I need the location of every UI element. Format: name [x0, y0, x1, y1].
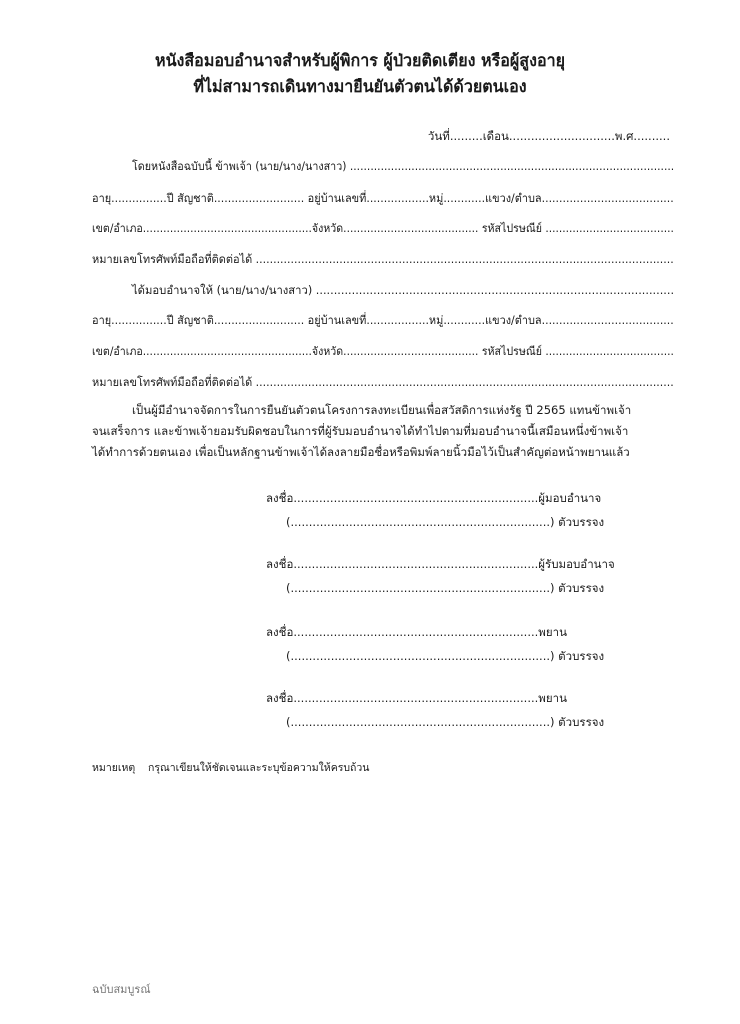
- grantee-age-line: อายุ................ปี สัญชาติ.......................... อยู่บ้านเลขที่..................หมู่............แขวง/ตำบล......................................: [92, 313, 674, 327]
- paragraph-line-3: ได้ทำการด้วยตนเอง เพื่อเป็นหลักฐานข้าพเจ้าได้ลงลายมือชื่อหรือพิมพ์ลายนิ้วมือไว้เป็นสำคัญต่อหน้าพยานแล้ว: [92, 445, 630, 459]
- signature-grantor-name: (.......................................................................) ตัวบรรจง: [286, 515, 605, 529]
- authorization-paragraph: [92, 400, 672, 463]
- grantor-intro-line: โดยหนังสือฉบับนี้ ข้าพเจ้า (นาย/นาง/นางสาว) ...............................................................................................: [132, 159, 675, 173]
- note-text: กรุณาเขียนให้ชัดเจนและระบุข้อความให้ครบถ้วน: [148, 762, 370, 774]
- grantor-phone-line: หมายเลขโทรศัพท์มือถือที่ติดต่อได้ ........................................................................................................................: [92, 252, 674, 266]
- date-line: วันที่.........เดือน.............................พ.ศ..........: [427, 129, 670, 143]
- signature-grantor-line: ลงชื่อ...................................................................ผู้มอบอำนาจ: [266, 491, 602, 505]
- grantee-phone-line: หมายเลขโทรศัพท์มือถือที่ติดต่อได้ ........................................................................................................................: [92, 375, 674, 389]
- paragraph-line-2: จนเสร็จการ และข้าพเจ้ายอมรับผิดชอบในการที่ผู้รับมอบอำนาจได้ทำไปตามที่มอบอำนาจนี้เสมือนหนึ่งข้าพเจ้า: [92, 424, 629, 438]
- grantor-district-line: เขต/อำเภอ..................................................จังหวัด........................................ รหัสไปรษณีย์ ......................................: [92, 221, 674, 235]
- signature-witness2-name: (.......................................................................) ตัวบรรจง: [286, 715, 605, 729]
- paragraph-line-1: เป็นผู้มีอำนาจจัดการในการยืนยันตัวตนโครงการลงทะเบียนเพื่อสวัสดิการแห่งรัฐ ปี 2565 แทนข้าพเจ้า: [132, 403, 632, 417]
- signature-grantee-line: ลงชื่อ...................................................................ผู้รับมอบอำนาจ: [266, 557, 615, 571]
- signature-witness1-name: (.......................................................................) ตัวบรรจง: [286, 649, 605, 663]
- footer-label: ฉบับสมบูรณ์: [92, 983, 151, 996]
- grantee-district-line: เขต/อำเภอ..................................................จังหวัด........................................ รหัสไปรษณีย์ ......................................: [92, 344, 674, 358]
- signature-grantee-name: (.......................................................................) ตัวบรรจง: [286, 581, 605, 595]
- grantee-intro-line: ได้มอบอำนาจให้ (นาย/นาง/นางสาว) ....................................................................................................: [132, 283, 675, 297]
- signature-witness2-line: ลงชื่อ...................................................................พยาน: [266, 691, 567, 705]
- note-label: หมายเหตุ: [92, 762, 136, 774]
- document-title-line2: ที่ไม่สามารถเดินทางมายืนยันตัวตนได้ด้วยตนเอง: [193, 77, 527, 96]
- document-title-line1: หนังสือมอบอำนาจสำหรับผู้พิการ ผู้ป่วยติดเตียง หรือผู้สูงอายุ: [154, 51, 566, 70]
- grantor-age-line: อายุ................ปี สัญชาติ.......................... อยู่บ้านเลขที่..................หมู่............แขวง/ตำบล......................................: [92, 191, 674, 205]
- signature-witness1-line: ลงชื่อ...................................................................พยาน: [266, 625, 567, 639]
